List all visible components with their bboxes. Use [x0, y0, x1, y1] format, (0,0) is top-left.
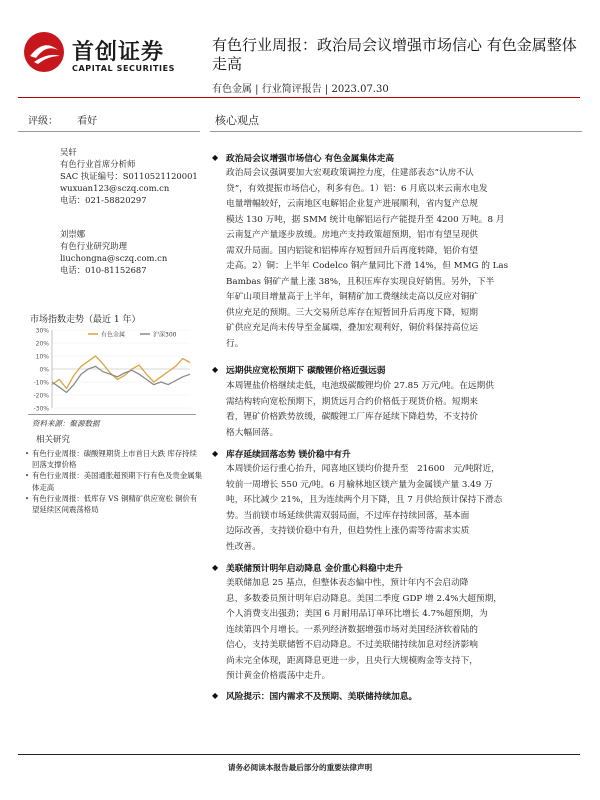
section-body: 美联储加息 25 基点，但整体表态偏中性，预计年内不会启动降 息，多数委员预计明年启动降息。美国二季度 GDP 增 2.4%大超预期， 个人消费支出强劲；美国 6 月耐用品订单环比增长 4.7%超预期，为 连续第四个月增长。一系列经济数据增强市场对美国经济软着陆的 信心，支持美联储暂不启动降息。不过美联储持续加息对经济影响 尚未完全体现，距离降息更进一步，且央行大规模购金等支持下， 预计黄金价格震荡中走升。 — [226, 578, 502, 681]
chart-tick-label: 0% — [39, 366, 49, 374]
chart-legend-label: 有色金属 — [101, 331, 126, 339]
bullet-icon: • — [24, 471, 30, 481]
header-divider — [18, 97, 580, 98]
bullet-icon: • — [24, 493, 30, 503]
chart-source: 资料来源：聚源数据 — [32, 419, 100, 428]
report-title: 有色行业周报：政治局会议增强市场信心 有色金属整体走高 — [212, 36, 577, 73]
section-body: 本周锂盐价格继续走低，电池级碳酸锂均价 27.85 万元/吨。在远期供 需结构转向宽松预期下，期货远月合约价格低于现货价格。短期来 看，锂矿价格跌势放缓，碳酸锂工厂库存延续下降趋势，不支持价 格大幅回落。 — [226, 381, 494, 438]
risk-warning: ◆ 风险提示：国内需求不及预期、美联储持续加息。 — [212, 690, 418, 702]
section-body: 本周镁价运行重心抬升，闻喜地区镁均价提升至 21600 元/吨附近， 较前一周增长 550 元/吨。6 月榆林地区镁产量为金属镁产量 3.49 万 吨，环比减少 21%，且为连续两个月下降，且 7 月供给预计保持下滑态 势。当前镁市场延续供需双弱局面，不过库存持续回落，基本面 边际改善，支持镁价稳中有升，但趋势性上涨仍需等待需求实质 性改善。 — [226, 464, 503, 552]
chart-title: 市场指数走势（最近 1 年） — [30, 315, 141, 325]
bullet-icon: • — [24, 449, 30, 458]
legal-disclaimer: 请务必阅读本报告最后部分的重要法律声明 — [227, 763, 373, 772]
chart-legend-label: 沪深300 — [153, 331, 177, 339]
section-heading: ◆ 美联储预计明年启动降息 金价重心料稳中走升 — [212, 562, 403, 574]
list-item[interactable]: • 有色行业周报：低库存 VS 铜精矿供应宽松 铜价有望延续区间震荡格局 — [22, 493, 202, 515]
footer-divider — [18, 754, 580, 755]
diamond-bullet-icon: ◆ — [212, 448, 219, 458]
list-item[interactable]: • 有色行业周报：美国通胀超预期下行有色及贵金属集体走高 — [22, 470, 202, 492]
analyst-name: 吴轩 — [60, 147, 77, 157]
brand-name-en: CAPITAL SECURITIES — [72, 64, 176, 73]
list-item[interactable]: • 有色行业周报：碳酸锂期货上市首日大跌 库存持续回落支撑价格 — [22, 448, 202, 470]
chart-tick-label: 20% — [35, 340, 49, 348]
section-heading: ◆ 政治局会议增强市场信心 有色金属集体走高 — [212, 152, 395, 164]
report-subtitle: 有色金属 | 行业简评报告 | 2023.07.30 — [212, 84, 389, 95]
company-logo-icon — [22, 30, 66, 74]
analyst-card — [60, 146, 198, 206]
analyst-email[interactable]: wuxuan123@sczq.com.cn — [60, 183, 170, 193]
analyst-role: 有色行业研究助理 — [60, 241, 127, 251]
section-heading: ◆ 远期供应宽松预期下 碳酸锂价格近强远弱 — [212, 364, 386, 376]
chart-divider — [28, 414, 196, 415]
rating — [28, 112, 97, 127]
analyst-phone: 电话：021-58820297 — [60, 195, 147, 205]
related-research-list — [22, 448, 202, 515]
rating-label: 评级： — [28, 116, 58, 127]
diamond-bullet-icon: ◆ — [212, 690, 219, 700]
rating-value: 看好 — [77, 116, 98, 127]
diamond-bullet-icon: ◆ — [212, 152, 219, 162]
chart-tick-label: -30% — [33, 405, 49, 413]
chart-tick-label: -10% — [33, 379, 49, 387]
core-views-title: 核心观点 — [215, 114, 259, 127]
chart-tick-label: -20% — [33, 392, 49, 400]
diamond-bullet-icon: ◆ — [212, 562, 219, 572]
analyst-card — [60, 228, 167, 276]
brand-name: 首创证券 — [72, 40, 165, 65]
market-index-chart — [28, 322, 196, 414]
related-research-title: 相关研究 — [36, 435, 71, 445]
diamond-bullet-icon: ◆ — [212, 364, 219, 374]
analyst-role: 有色行业首席分析师 — [60, 159, 136, 169]
section-body: 政治局会议强调要加大宏观政策调控力度，住建部表态“认房不认 贷”，有效提振市场信心，利多有色。1）铝：6 月底以来云南水电发 电量增幅较好，云南地区电解铝企业复产进展顺利，省内复产总规 模达 130 万吨，据 SMM 统计电解铝运行产能提升至 4200 万吨。8 月 云南复产产量逐步放缓。房地产支持政策超预期，铝市有望呈现供 需双升局面。国内铝锭和铝棒库存短暂回升后再度转降，铝价有望 走高。2）铜：上半年 Codelco 铜产量同比下滑 14%，但 MMG 的 Las Bambas 铜矿产量上涨 38%，且积压库存实现良好销售。另外，下半 年矿山项目增量高于上半年，铜精矿加工费继续走高以反应对铜矿 供应充足的预期。三大交易所总库存在短暂回升后再度下降，短期 矿供应充足尚未传导至金属端，叠加宏观利好，铜价料保持高位运 行。 — [226, 168, 509, 349]
chart-tick-label: 30% — [35, 327, 49, 335]
analyst-sac: SAC 执证编号：S0110521120001 — [60, 171, 198, 181]
analyst-phone: 电话：010-81152687 — [60, 265, 147, 275]
chart-tick-label: 10% — [35, 353, 49, 361]
analyst-name: 刘崇娜 — [60, 229, 86, 239]
section-heading: ◆ 库存延续回落态势 镁价稳中有升 — [212, 448, 351, 460]
rating-divider — [18, 131, 200, 132]
analyst-email[interactable]: liuchongna@sczq.com.cn — [60, 253, 168, 263]
core-divider — [210, 131, 582, 132]
